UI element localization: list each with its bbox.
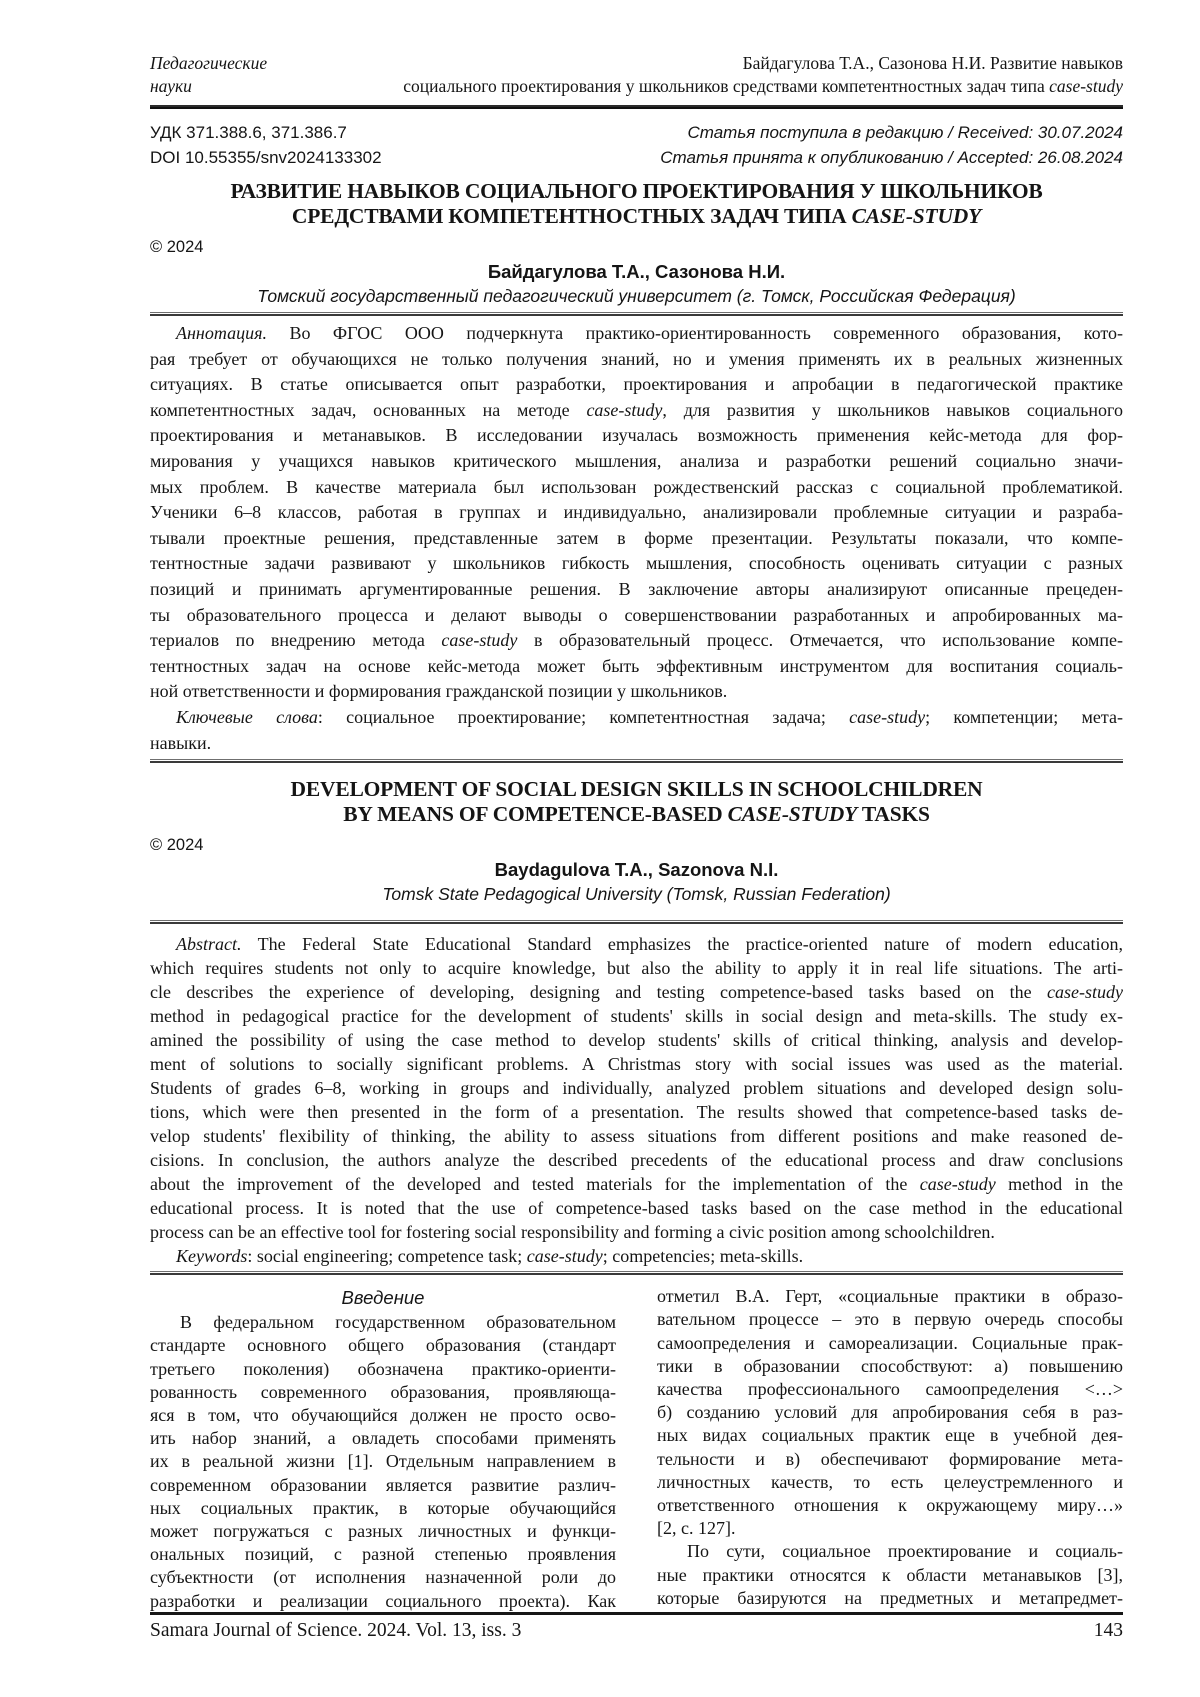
text-line — [150, 321, 1123, 347]
abstract-ru — [150, 321, 1123, 705]
running-head-line2 — [403, 75, 1123, 98]
text: method in pedagogical practice for the development of students' skills in social design and meta-skills. The study ex- — [150, 1006, 1123, 1027]
section-heading-introduction: Введение — [341, 1287, 425, 1309]
text: which requires students not only to acquire knowledge, but also the ability to apply it in real life situations. The arti- — [150, 958, 1123, 979]
text-line — [150, 1220, 1123, 1244]
section-rule — [150, 1271, 1123, 1275]
doi-code: DOI 10.55355/snv2024133302 — [150, 148, 382, 167]
text-line — [150, 577, 1123, 603]
article-title-ru-line1 — [150, 179, 1123, 204]
text: РАЗВИТИЕ НАВЫКОВ СОЦИАЛЬНОГО ПРОЕКТИРОВАНИЯ У ШКОЛЬНИКОВ — [230, 179, 1043, 203]
text: ных социальных практик, в которые обучающийся — [150, 1497, 616, 1518]
text: Во ФГОС ООО подчеркнута практико-ориентированность современного образования, кото- — [266, 323, 1123, 343]
udc-code: УДК 371.388.6, 371.386.7 — [150, 123, 347, 142]
italic-text: case-study — [1047, 982, 1123, 1003]
text-line — [150, 1450, 616, 1473]
text: навыки. — [150, 732, 212, 753]
meta-identifiers — [150, 120, 382, 170]
text: Байдагулова Т.А., Сазонова Н.И. Развитие навыков — [742, 53, 1123, 73]
journal-section-line1: Педагогические — [150, 53, 268, 73]
text: : социальное проектирование; компетентностная задача; — [317, 706, 850, 727]
text: velop students' flexibility of thinking, the ability to assess situations from different positions and make reasoned de- — [150, 1126, 1123, 1147]
text: about the improvement of the developed and tested materials for the implementation of the — [150, 1174, 920, 1195]
text: ональных позиций, с разной степенью проявления — [150, 1544, 616, 1565]
text: позиций и принимать аргументированные решения. В заключение авторы анализируют описанные прецеден- — [150, 578, 1123, 599]
text-line — [150, 705, 1123, 731]
journal-title: Samara Journal of Science. 2024. Vol. 13, iss. 3 — [150, 1620, 522, 1641]
text: тентностных задач на основе кейс-метода может быть эффективным инструментом для воспитания социаль- — [150, 655, 1123, 676]
text-line — [657, 1355, 1123, 1378]
text-line — [150, 980, 1123, 1004]
text-line — [150, 1244, 1123, 1268]
affiliation-ru: Томский государственный педагогический университет (г. Томск, Российская Федерация) — [257, 286, 1016, 306]
article-page — [150, 0, 1123, 1697]
text-line — [150, 398, 1123, 424]
italic-text: case-study — [919, 1174, 996, 1195]
text: educational process. It is noted that the use of competence-based tasks based on the case method in the educational — [150, 1198, 1123, 1219]
italic-text: case-study — [526, 1246, 603, 1267]
italic-text: Аннотация. — [176, 323, 267, 343]
text-line — [657, 1564, 1123, 1587]
text: The Federal State Educational Standard emphasizes the practice-oriented nature of modern education, — [241, 934, 1123, 955]
text: б) созданию условий для апробирования себя в раз- — [657, 1402, 1123, 1423]
authors-ru: Байдагулова Т.А., Сазонова Н.И. — [487, 261, 786, 282]
text-line — [150, 475, 1123, 501]
article-title-ru-line2 — [150, 204, 1123, 229]
italic-text: CASE-STUDY — [851, 204, 982, 228]
section-rule — [150, 920, 1123, 924]
text: мых проблем. В качестве материала был использован рождественский рассказ с социальной проблематикой. — [150, 476, 1123, 497]
text: TASKS — [857, 802, 930, 827]
section-rule — [150, 312, 1123, 316]
italic-text: case-study — [1049, 76, 1123, 96]
text-line — [657, 1401, 1123, 1424]
page-footer — [150, 1612, 1123, 1643]
italic-text: case-study — [441, 630, 518, 651]
italic-text: Keywords — [176, 1246, 248, 1267]
text-line — [150, 1590, 616, 1613]
text: ; competencies; meta-skills. — [602, 1246, 804, 1267]
text: process can be an effective tool for fostering social responsibility and forming a civic position among schoolchildren. — [150, 1222, 995, 1243]
text: Ученики 6–8 классов, работая в группах и индивидуально, анализировали проблемные ситуации и разраба- — [150, 502, 1123, 523]
accepted-date: Статья принята к опубликованию / Accepted: 26.08.2024 — [660, 148, 1123, 167]
text-line — [657, 1378, 1123, 1401]
text: BY MEANS OF COMPETENCE-BASED — [343, 802, 728, 827]
text-line — [150, 372, 1123, 398]
text: в образовательный процесс. Отмечается, что использование компе- — [517, 630, 1123, 651]
text-line — [150, 1520, 616, 1543]
article-title-en-line1 — [150, 777, 1123, 802]
text-line — [150, 1028, 1123, 1052]
text: ты образовательного процесса и делают выводы о совершенствовании разработанных и апробированных ма- — [150, 604, 1123, 625]
text: ных видах социальных практик еще в учебной дея- — [657, 1425, 1123, 1446]
text: вательном процессе – это в первую очередь способы — [657, 1309, 1123, 1330]
text: ответственного отношения к окружающему миру…» — [657, 1494, 1123, 1515]
text: tions, which were then presented in the form of a presentation. The results showed that competence-based tasks de- — [150, 1102, 1123, 1123]
text-line — [657, 1494, 1123, 1517]
text-line — [150, 731, 1123, 757]
text: стандарте основного общего образования (стандарт — [150, 1335, 616, 1356]
text-line — [657, 1517, 1123, 1540]
text: социального проектирования у школьников средствами компетентностных задач типа — [403, 76, 1050, 96]
text-line — [150, 1148, 1123, 1172]
text: cisions. In conclusion, the authors analyze the described precedents of the educational process and draw conclusions — [150, 1150, 1123, 1171]
text-line — [150, 679, 1123, 705]
text: современном образовании является развитие различ- — [150, 1474, 616, 1495]
intro-left-text — [150, 1311, 616, 1613]
text: качества профессионального самоопределения <…> — [657, 1378, 1123, 1399]
text-line — [657, 1587, 1123, 1610]
text: мирования у учащихся навыков критического мышления, анализа и разработки решений социально значи- — [150, 450, 1123, 471]
text-line — [150, 1474, 616, 1497]
italic-text: Ключевые слова — [176, 706, 318, 727]
text-line — [150, 1124, 1123, 1148]
article-title-en — [150, 777, 1123, 827]
left-column — [150, 1285, 616, 1613]
text-line — [150, 423, 1123, 449]
text: DEVELOPMENT OF SOCIAL DESIGN SKILLS IN SCHOOLCHILDREN — [290, 777, 983, 802]
text: отметил В.А. Герт, «социальные практики в образо- — [657, 1286, 1123, 1307]
keywords-en — [150, 1244, 1123, 1268]
text-line — [150, 449, 1123, 475]
abstract-en — [150, 932, 1123, 1244]
section-rule — [150, 759, 1123, 763]
text: самоопределения и самореализации. Социальные прак- — [657, 1332, 1123, 1353]
page-header — [150, 52, 1123, 98]
running-head — [403, 52, 1123, 98]
text-line — [150, 1100, 1123, 1124]
text: ment of solutions to socially significant problems. A Christmas story with social issues was used as the material. — [150, 1054, 1123, 1075]
text-line — [150, 551, 1123, 577]
text-line — [150, 1358, 616, 1381]
text-line — [150, 347, 1123, 373]
text-line — [150, 1404, 616, 1427]
text: ные практики относятся к области метанавыков [3], — [657, 1564, 1123, 1585]
text: , для развития у школьников навыков социального — [662, 399, 1123, 420]
journal-section-label — [150, 52, 267, 98]
text-line — [150, 1076, 1123, 1100]
text: Students of grades 6–8, working in groups and individually, analyzed problem situations and developed design solu- — [150, 1078, 1123, 1099]
text: amined the possibility of using the case method to develop students' skills of critical thinking, analysis and develop- — [150, 1030, 1123, 1051]
text-line — [657, 1424, 1123, 1447]
text-line — [150, 1334, 616, 1357]
text-line — [150, 1566, 616, 1589]
text-line — [657, 1448, 1123, 1471]
two-column-body — [150, 1285, 1123, 1613]
text: рая требует от обучающихся не только получения знаний, но и умения применять их в реальных жизненных — [150, 348, 1123, 369]
text-line — [150, 1543, 616, 1566]
text: В федеральном государственном образовательном — [180, 1312, 616, 1333]
article-title-en-line2 — [150, 802, 1123, 827]
affiliation-en: Tomsk State Pedagogical University (Tomsk, Russian Federation) — [382, 884, 891, 905]
text-line — [150, 1427, 616, 1450]
keywords-ru — [150, 705, 1123, 756]
text-line — [150, 1196, 1123, 1220]
text: третьего поколения) обозначена практико-ориенти- — [150, 1358, 616, 1379]
text-line — [150, 1004, 1123, 1028]
italic-text: case-study — [586, 399, 663, 420]
text-line — [150, 654, 1123, 680]
text-line — [150, 1172, 1123, 1196]
text-line — [657, 1540, 1123, 1563]
text-line — [150, 603, 1123, 629]
text: cle describes the experience of developing, designing and testing competence-based tasks based on the — [150, 982, 1048, 1003]
text: субъектности (от исполнения назначенной роли до — [150, 1567, 616, 1588]
text-line — [150, 500, 1123, 526]
text-line — [150, 526, 1123, 552]
text: териалов по внедрению метода — [150, 630, 442, 651]
meta-dates — [660, 120, 1123, 170]
text-line — [150, 1311, 616, 1334]
text: ситуациях. В статье описывается опыт разработки, проектирования и апробации в педагогической практике — [150, 374, 1123, 395]
text-line — [657, 1471, 1123, 1494]
italic-text: Abstract. — [176, 934, 242, 955]
copyright-en: © 2024 — [150, 836, 204, 855]
text: их в реальной жизни [1]. Отдельным направлением в — [150, 1451, 616, 1472]
text: : social engineering; competence task; — [247, 1246, 527, 1267]
text: разработки и реализации социального проекта). Как — [150, 1590, 616, 1611]
text-line — [150, 1381, 616, 1404]
text-line — [150, 628, 1123, 654]
text: method in the — [995, 1174, 1124, 1195]
text: ить набор знаний, а овладеть способами применять — [150, 1428, 616, 1449]
page-number: 143 — [1093, 1620, 1123, 1641]
journal-section-line2: науки — [150, 76, 192, 96]
text-line — [657, 1308, 1123, 1331]
authors-en: Baydagulova T.A., Sazonova N.I. — [494, 859, 779, 881]
text: тельности и в) обеспечивают формирование мета- — [657, 1448, 1123, 1469]
text: ; компетенции; мета- — [925, 706, 1123, 727]
text: [2, с. 127]. — [657, 1518, 736, 1539]
text: проектирования и метанавыков. В исследовании изучалась возможность применения кейс-метода для фор- — [150, 425, 1123, 446]
text: яся в том, что обучающийся должен не просто осво- — [150, 1404, 616, 1425]
text-line — [150, 956, 1123, 980]
text: тывали проектные решения, представленные затем в форме презентации. Результаты показали, что компе- — [150, 527, 1123, 548]
article-title-ru — [150, 179, 1123, 229]
text: которые базируются на предметных и метапредмет- — [657, 1587, 1123, 1608]
text-line — [150, 1497, 616, 1520]
received-date: Статья поступила в редакцию / Received: 30.07.2024 — [687, 123, 1123, 142]
text: тики в образовании способствуют: а) повышению — [657, 1355, 1123, 1376]
text-line — [150, 932, 1123, 956]
text: ной ответственности и формирования гражданской позиции у школьников. — [150, 681, 728, 702]
text: По сути, социальное проектирование и социаль- — [687, 1541, 1123, 1562]
text: тентностные задачи развивают у школьников гибкость мышления, способность оценивать ситуации с разных — [150, 553, 1123, 574]
text-line — [657, 1332, 1123, 1355]
text: компетентностных задач, основанных на методе — [150, 399, 587, 420]
text-line — [150, 1052, 1123, 1076]
header-rule — [150, 105, 1123, 109]
text: СРЕДСТВАМИ КОМПЕТЕНТНОСТНЫХ ЗАДАЧ ТИПА — [291, 204, 852, 228]
text-line — [657, 1285, 1123, 1308]
text: личностных качеств, то есть целеустремленного и — [657, 1471, 1123, 1492]
copyright-ru: © 2024 — [150, 238, 204, 256]
italic-text: case-study — [849, 706, 926, 727]
running-head-line1 — [403, 52, 1123, 75]
text: может погружаться с разных личностных и функци- — [150, 1520, 616, 1541]
right-column — [657, 1285, 1123, 1613]
article-meta — [150, 120, 1123, 170]
italic-text: CASE-STUDY — [727, 802, 858, 827]
intro-right-text — [657, 1285, 1123, 1610]
text: рованность современного образования, проявляюща- — [150, 1381, 616, 1402]
